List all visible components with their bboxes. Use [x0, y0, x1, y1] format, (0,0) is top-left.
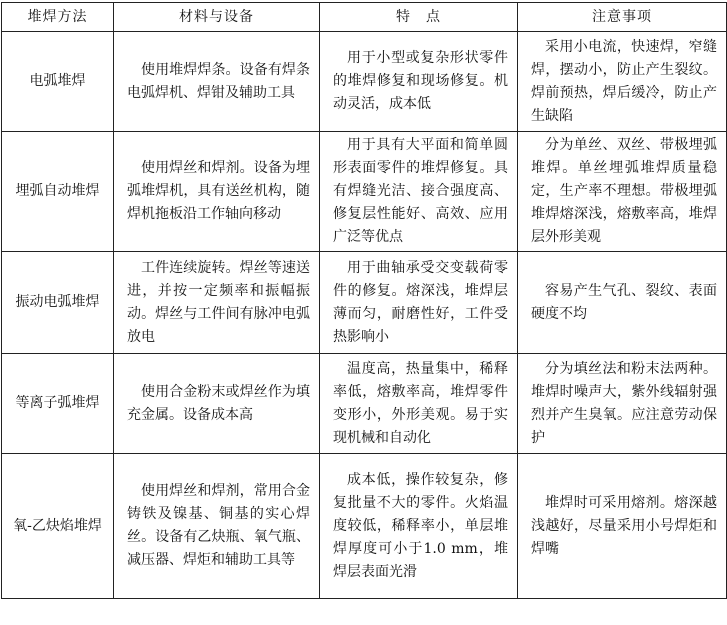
notes-cell: 容易产生气孔、裂纹、表面硬度不均	[518, 252, 727, 354]
table-row	[2, 354, 727, 454]
materials-cell: 使用堆焊焊条。设备有焊条电弧焊机、焊钳及辅助工具	[114, 32, 320, 132]
method-cell: 振动电弧堆焊	[2, 252, 114, 354]
header-notes: 注意事项	[518, 3, 727, 32]
features-cell: 用于具有大平面和简单圆形表面零件的堆焊修复。具有焊缝光洁、接合强度高、修复层性能好、高效、应用广泛等优点	[320, 132, 518, 252]
notes-cell: 分为单丝、双丝、带极埋弧堆焊。单丝埋弧堆焊质量稳定，生产率不理想。带极埋弧堆焊熔深浅，熔敷率高，堆焊层外形美观	[518, 132, 727, 252]
notes-cell: 采用小电流，快速焊，窄缝焊，摆动小，防止产生裂纹。焊前预热，焊后缓冷，防止产生缺陷	[518, 32, 727, 132]
surfacing-methods-table	[1, 2, 727, 599]
method-cell: 电弧堆焊	[2, 32, 114, 132]
materials-cell: 使用合金粉末或焊丝作为填充金属。设备成本高	[114, 354, 320, 454]
materials-cell: 工件连续旋转。焊丝等速送进，并按一定频率和振幅振动。焊丝与工件间有脉冲电弧放电	[114, 252, 320, 354]
features-cell: 成本低，操作较复杂，修复批量不大的零件。火焰温度较低，稀释率小，单层堆焊厚度可小于1.0 mm，堆焊层表面光滑	[320, 454, 518, 599]
table-header-row	[2, 3, 727, 32]
features-cell: 温度高，热量集中，稀释率低，熔敷率高，堆焊零件变形小，外形美观。易于实现机械和自动化	[320, 354, 518, 454]
materials-cell: 使用焊丝和焊剂。设备为埋弧堆焊机，具有送丝机构，随焊机拖板沿工作轴向移动	[114, 132, 320, 252]
table-row	[2, 454, 727, 599]
features-cell: 用于小型或复杂形状零件的堆焊修复和现场修复。机动灵活，成本低	[320, 32, 518, 132]
table-row	[2, 132, 727, 252]
table-row	[2, 32, 727, 132]
features-cell: 用于曲轴承受交变载荷零件的修复。熔深浅，堆焊层薄而匀，耐磨性好，工件受热影响小	[320, 252, 518, 354]
header-method: 堆焊方法	[2, 3, 114, 32]
method-cell: 埋弧自动堆焊	[2, 132, 114, 252]
method-cell: 氧-乙炔焰堆焊	[2, 454, 114, 599]
table-row	[2, 252, 727, 354]
header-features: 特 点	[320, 3, 518, 32]
materials-cell: 使用焊丝和焊剂，常用合金铸铁及镍基、铜基的实心焊丝。设备有乙炔瓶、氧气瓶、减压器、焊炬和辅助工具等	[114, 454, 320, 599]
notes-cell: 分为填丝法和粉末法两种。堆焊时噪声大，紫外线辐射强烈并产生臭氧。应注意劳动保护	[518, 354, 727, 454]
notes-cell: 堆焊时可采用熔剂。熔深越浅越好，尽量采用小号焊炬和焊嘴	[518, 454, 727, 599]
header-materials: 材料与设备	[114, 3, 320, 32]
method-cell: 等离子弧堆焊	[2, 354, 114, 454]
